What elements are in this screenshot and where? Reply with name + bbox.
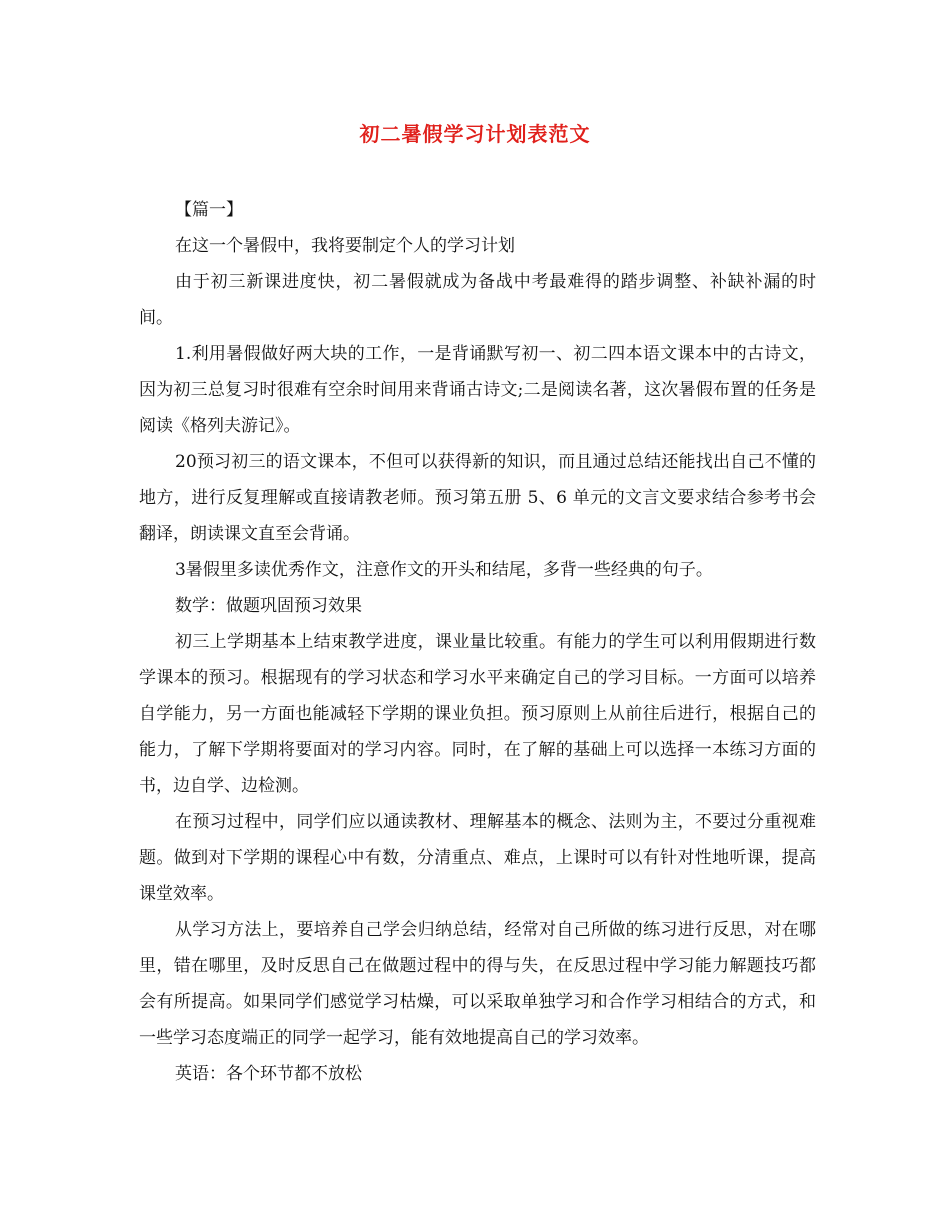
section-heading: 【篇一】 [175, 200, 243, 220]
paragraph: 在这一个暑假中，我将要制定个人的学习计划 [175, 236, 515, 256]
paragraph: 在预习过程中，同学们应以通读教材、理解基本的概念、法则为主，不要过分重视难题。做到对下学期的课程心中有数，分清重点、难点，上课时可以有针对性地听课，提高课堂效率。 [139, 812, 816, 904]
paragraph: 20预习初三的语文课本，不但可以获得新的知识，而且通过总结还能找出自己不懂的地方，进行反复理解或直接请教老师。预习第五册 5、6 单元的文言文要求结合参考书会翻译，朗读课文直至会背诵。 [139, 452, 816, 544]
document-title: 初二暑假学习计划表范文 [359, 122, 591, 146]
paragraph: 3暑假里多读优秀作文，注意作文的开头和结尾，多背一些经典的句子。 [175, 560, 713, 580]
paragraph: 由于初三新课进度快，初二暑假就成为备战中考最难得的踏步调整、补缺补漏的时间。 [139, 272, 816, 328]
document-body [139, 192, 816, 1092]
subject-heading-english: 英语：各个环节都不放松 [175, 1064, 362, 1084]
paragraph: 从学习方法上，要培养自己学会归纳总结，经常对自己所做的练习进行反思，对在哪里，错在哪里，及时反思自己在做题过程中的得与失，在反思过程中学习能力解题技巧都会有所提高。如果同学们感觉学习枯燥，可以采取单独学习和合作学习相结合的方式，和一些学习态度端正的同学一起学习，能有效地提高自己的学习效率。 [139, 920, 816, 1048]
paragraph: 初三上学期基本上结束教学进度，课业量比较重。有能力的学生可以利用假期进行数学课本的预习。根据现有的学习状态和学习水平来确定自己的学习目标。一方面可以培养自学能力，另一方面也能减轻下学期的课业负担。预习原则上从前往后进行，根据自己的能力，了解下学期将要面对的学习内容。同时，在了解的基础上可以选择一本练习方面的书，边自学、边检测。 [139, 632, 816, 796]
subject-heading-math: 数学：做题巩固预习效果 [175, 596, 362, 616]
paragraph: 1.利用暑假做好两大块的工作，一是背诵默写初一、初二四本语文课本中的古诗文，因为初三总复习时很难有空余时间用来背诵古诗文;二是阅读名著，这次暑假布置的任务是阅读《格列夫游记》。 [139, 344, 816, 436]
